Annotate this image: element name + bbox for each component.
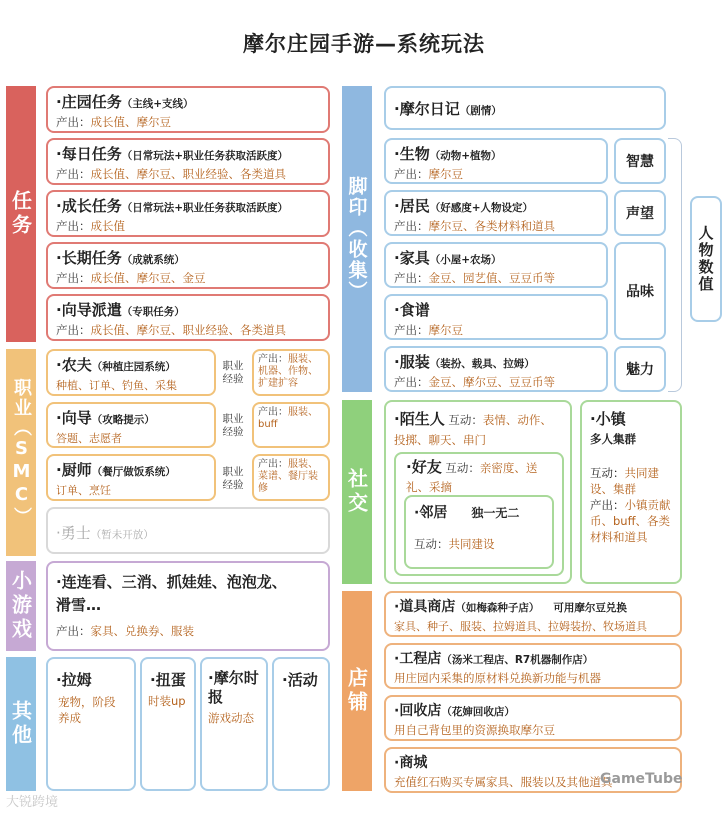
social-neighbor-output: 互动：共同建设: [414, 537, 495, 551]
social-neighbor-card: [404, 495, 554, 569]
other-card: [200, 657, 268, 791]
other-title: ·活动: [282, 671, 318, 689]
task-output: 产出：成长值、摩尔豆: [56, 115, 171, 129]
trait-reputation: 声望: [614, 190, 666, 236]
social-town-card: [580, 400, 682, 584]
social-stranger-line: ·陌生人 互动：表情、动作、投掷、聊天、串门: [394, 410, 552, 447]
collect-title: ·食谱: [394, 301, 430, 319]
trait-wisdom: 智慧: [614, 138, 666, 184]
social-friend-line: ·好友 互动：亲密度、送礼、采摘: [406, 458, 538, 494]
job-title: ·勇士（暂未开放）: [56, 524, 154, 542]
shop-card: [384, 591, 682, 637]
collect-card: [384, 86, 666, 130]
job-title: ·农夫（种植庄园系统）: [56, 356, 176, 374]
collect-title: ·生物（动物+植物）: [394, 145, 502, 163]
task-title: ·每日任务（日常玩法+职业任务获取活跃度）: [56, 145, 289, 163]
job-output: 产出：服装、机器、作物、扩建扩容: [258, 354, 318, 389]
collect-title: ·摩尔日记（剧情）: [394, 100, 502, 118]
job-card: [46, 349, 216, 396]
other-desc: 时装up: [148, 694, 186, 708]
task-title: ·长期任务（成就系统）: [56, 249, 185, 267]
collect-title: ·居民（好感度+人物设定）: [394, 197, 534, 215]
other-card: [272, 657, 330, 791]
task-title: ·庄园任务（主线+支线）: [56, 93, 194, 111]
watermark-right: GameTube: [600, 771, 683, 787]
job-card-warrior: [46, 507, 330, 554]
category-social: 社交: [342, 400, 372, 584]
task-output: 产出：成长值、摩尔豆、职业经验、各类道具: [56, 323, 286, 337]
job-desc: 种植、订单、钓鱼、采集: [56, 379, 177, 392]
job-desc: 订单、烹饪: [56, 484, 111, 497]
shop-title: ·商城: [394, 755, 428, 771]
mini-game-card: [46, 561, 330, 651]
task-card: [46, 190, 330, 237]
collect-card: [384, 190, 608, 236]
trait-taste: 品味: [614, 242, 666, 340]
shop-desc: 用自己背包里的资源换取摩尔豆: [394, 723, 555, 737]
mini-game-output: 产出：家具、兑换券、服装: [56, 624, 194, 638]
other-title: ·扭蛋: [150, 671, 186, 689]
task-title: ·向导派遣（专职任务）: [56, 301, 185, 319]
category-task: 任务: [6, 86, 36, 342]
job-output: 产出：服装、buff: [258, 407, 318, 430]
collect-title: ·服装（装扮、载具、拉姆）: [394, 353, 535, 371]
job-output: 产出：服装、菜谱、餐厅装修: [258, 459, 318, 494]
mini-game-list-line2: 滑雪…: [56, 596, 102, 614]
other-card: [46, 657, 136, 791]
shop-desc: 充值红石购买专属家具、服装以及其他道具: [394, 775, 613, 789]
shop-title: ·回收店（花婶回收店）: [394, 703, 515, 719]
task-title: ·成长任务（日常玩法+职业任务获取活跃度）: [56, 197, 289, 215]
attr-label: 人物数值: [690, 196, 722, 322]
task-card: [46, 242, 330, 289]
job-title: ·厨师（餐厅做饭系统）: [56, 461, 176, 479]
shop-card: [384, 643, 682, 689]
collect-output: 产出：摩尔豆: [394, 323, 463, 337]
other-title: ·摩尔时报: [208, 669, 259, 706]
job-exp-label: 职业经验: [222, 466, 244, 491]
watermark-left: 大锐跨境: [6, 795, 59, 810]
shop-title: ·道具商店（如梅森种子店） 可用摩尔豆兑换: [394, 599, 627, 615]
collect-output: 产出：摩尔豆、各类材料和道具: [394, 219, 555, 233]
other-desc: 游戏动态: [208, 711, 254, 725]
task-card: [46, 86, 330, 133]
task-card: [46, 294, 330, 341]
shop-desc: 家具、种子、服装、拉姆道具、拉姆装扮、牧场道具: [394, 620, 647, 633]
social-neighbor-title: ·邻居 独一无二: [414, 505, 520, 521]
page-title: 摩尔庄园手游—系统玩法: [243, 32, 485, 56]
shop-title: ·工程店（汤米工程店、R7机器制作店）: [394, 651, 594, 667]
collect-output: 产出：金豆、摩尔豆、豆豆币等: [394, 375, 555, 389]
job-exp-label: 职业经验: [222, 413, 244, 438]
social-town-sub: 多人集群: [590, 432, 636, 446]
job-card: [46, 402, 216, 448]
category-other: 其他: [6, 657, 36, 791]
job-card: [46, 454, 216, 501]
job-output-card: [252, 454, 330, 501]
job-output-card: [252, 349, 330, 396]
category-collect: 脚印（收集）: [342, 86, 372, 392]
trait-charm: 魅力: [614, 346, 666, 392]
collect-card: [384, 294, 608, 340]
job-output-card: [252, 402, 330, 448]
category-shop: 店铺: [342, 591, 372, 791]
social-town-output: 产出：小镇贡献币、buff、各类材料和道具: [590, 498, 671, 544]
collect-card: [384, 346, 608, 392]
task-card: [46, 138, 330, 185]
collect-card: [384, 138, 608, 184]
collect-title: ·家具（小屋+农场）: [394, 249, 502, 267]
category-mini: 小游戏: [6, 561, 36, 651]
task-output: 产出：成长值: [56, 219, 125, 233]
other-title: ·拉姆: [56, 671, 92, 689]
social-town-title: ·小镇: [590, 410, 626, 428]
attr-bracket: [668, 138, 682, 392]
collect-output: 产出：摩尔豆: [394, 167, 463, 181]
mini-game-list-line1: ·连连看、三消、抓娃娃、泡泡龙、: [56, 573, 287, 591]
social-town-interact: 互动：共同建设、集群: [590, 466, 659, 496]
job-title: ·向导（攻略提示）: [56, 409, 155, 427]
collect-output: 产出：金豆、园艺值、豆豆币等: [394, 271, 555, 285]
job-exp-label: 职业经验: [222, 360, 244, 385]
task-output: 产出：成长值、摩尔豆、职业经验、各类道具: [56, 167, 286, 181]
shop-card: [384, 695, 682, 741]
task-output: 产出：成长值、摩尔豆、金豆: [56, 271, 206, 285]
other-desc: 宠物，阶段养成: [58, 695, 116, 725]
shop-desc: 用庄园内采集的原材料兑换新功能与机器: [394, 671, 601, 685]
category-job: 职业（SMC）: [6, 349, 36, 556]
collect-card: [384, 242, 608, 288]
job-desc: 答题、志愿者: [56, 432, 122, 445]
other-card: [140, 657, 196, 791]
